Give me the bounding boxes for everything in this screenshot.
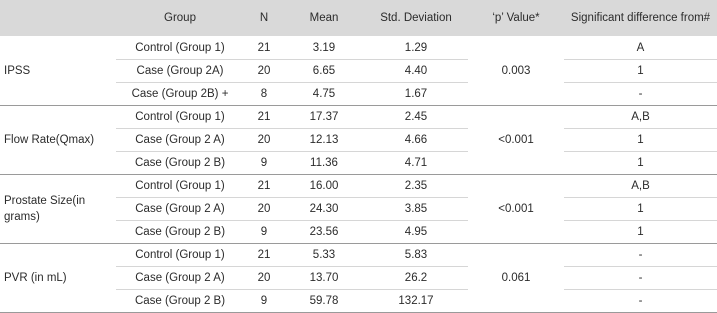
header-std-deviation: Std. Deviation [364,0,468,37]
n-cell: 9 [244,221,284,244]
n-cell: 9 [244,152,284,175]
mean-cell: 11.36 [284,152,364,175]
group-cell: Case (Group 2 A) [116,129,244,152]
n-cell: 20 [244,129,284,152]
sig-cell: - [564,244,717,267]
sig-cell: 1 [564,198,717,221]
variable-cell: Prostate Size(in grams) [0,175,116,244]
sig-cell: 1 [564,152,717,175]
sd-cell: 5.83 [364,244,468,267]
sd-cell: 4.71 [364,152,468,175]
mean-cell: 17.37 [284,106,364,129]
n-cell: 21 [244,37,284,60]
mean-cell: 12.13 [284,129,364,152]
n-cell: 21 [244,244,284,267]
header-n: N [244,0,284,37]
mean-cell: 4.75 [284,83,364,106]
n-cell: 20 [244,198,284,221]
group-cell: Case (Group 2 A) [116,198,244,221]
mean-cell: 24.30 [284,198,364,221]
table-row [0,106,717,129]
sig-cell: - [564,290,717,313]
sd-cell: 1.29 [364,37,468,60]
sd-cell: 26.2 [364,267,468,290]
sd-cell: 4.66 [364,129,468,152]
table-row [0,244,717,267]
header-variable [0,0,116,37]
header-mean: Mean [284,0,364,37]
mean-cell: 59.78 [284,290,364,313]
header-group: Group [116,0,244,37]
mean-cell: 6.65 [284,60,364,83]
table-body [0,37,717,313]
sd-cell: 2.35 [364,175,468,198]
sd-cell: 3.85 [364,198,468,221]
table-row [0,37,717,60]
group-cell: Case (Group 2 A) [116,267,244,290]
mean-cell: 16.00 [284,175,364,198]
group-cell: Case (Group 2B) + [116,83,244,106]
n-cell: 20 [244,60,284,83]
mean-cell: 23.56 [284,221,364,244]
p-value-cell: <0.001 [468,175,564,244]
header-p-value: ‘p’ Value* [468,0,564,37]
p-value-cell: 0.061 [468,244,564,313]
sig-cell: - [564,83,717,106]
group-cell: Control (Group 1) [116,106,244,129]
header-row [0,0,717,37]
n-cell: 8 [244,83,284,106]
n-cell: 20 [244,267,284,290]
mean-cell: 3.19 [284,37,364,60]
table-row [0,175,717,198]
sig-cell: 1 [564,60,717,83]
mean-cell: 13.70 [284,267,364,290]
sig-cell: A,B [564,175,717,198]
group-cell: Case (Group 2 B) [116,152,244,175]
group-cell: Case (Group 2 B) [116,290,244,313]
sig-cell: - [564,267,717,290]
sd-cell: 132.17 [364,290,468,313]
sig-cell: A,B [564,106,717,129]
p-value-cell: 0.003 [468,37,564,106]
header-significant-difference: Significant difference from# [564,0,717,37]
sig-cell: 1 [564,221,717,244]
n-cell: 21 [244,175,284,198]
sig-cell: A [564,37,717,60]
sd-cell: 4.40 [364,60,468,83]
variable-cell: PVR (in mL) [0,244,116,313]
variable-cell: IPSS [0,37,116,106]
group-cell: Control (Group 1) [116,244,244,267]
group-cell: Control (Group 1) [116,175,244,198]
sd-cell: 4.95 [364,221,468,244]
n-cell: 21 [244,106,284,129]
group-cell: Control (Group 1) [116,37,244,60]
sd-cell: 2.45 [364,106,468,129]
variable-cell: Flow Rate(Qmax) [0,106,116,175]
n-cell: 9 [244,290,284,313]
group-cell: Case (Group 2A) [116,60,244,83]
sd-cell: 1.67 [364,83,468,106]
mean-cell: 5.33 [284,244,364,267]
sig-cell: 1 [564,129,717,152]
group-cell: Case (Group 2 B) [116,221,244,244]
table-header [0,0,717,37]
p-value-cell: <0.001 [468,106,564,175]
